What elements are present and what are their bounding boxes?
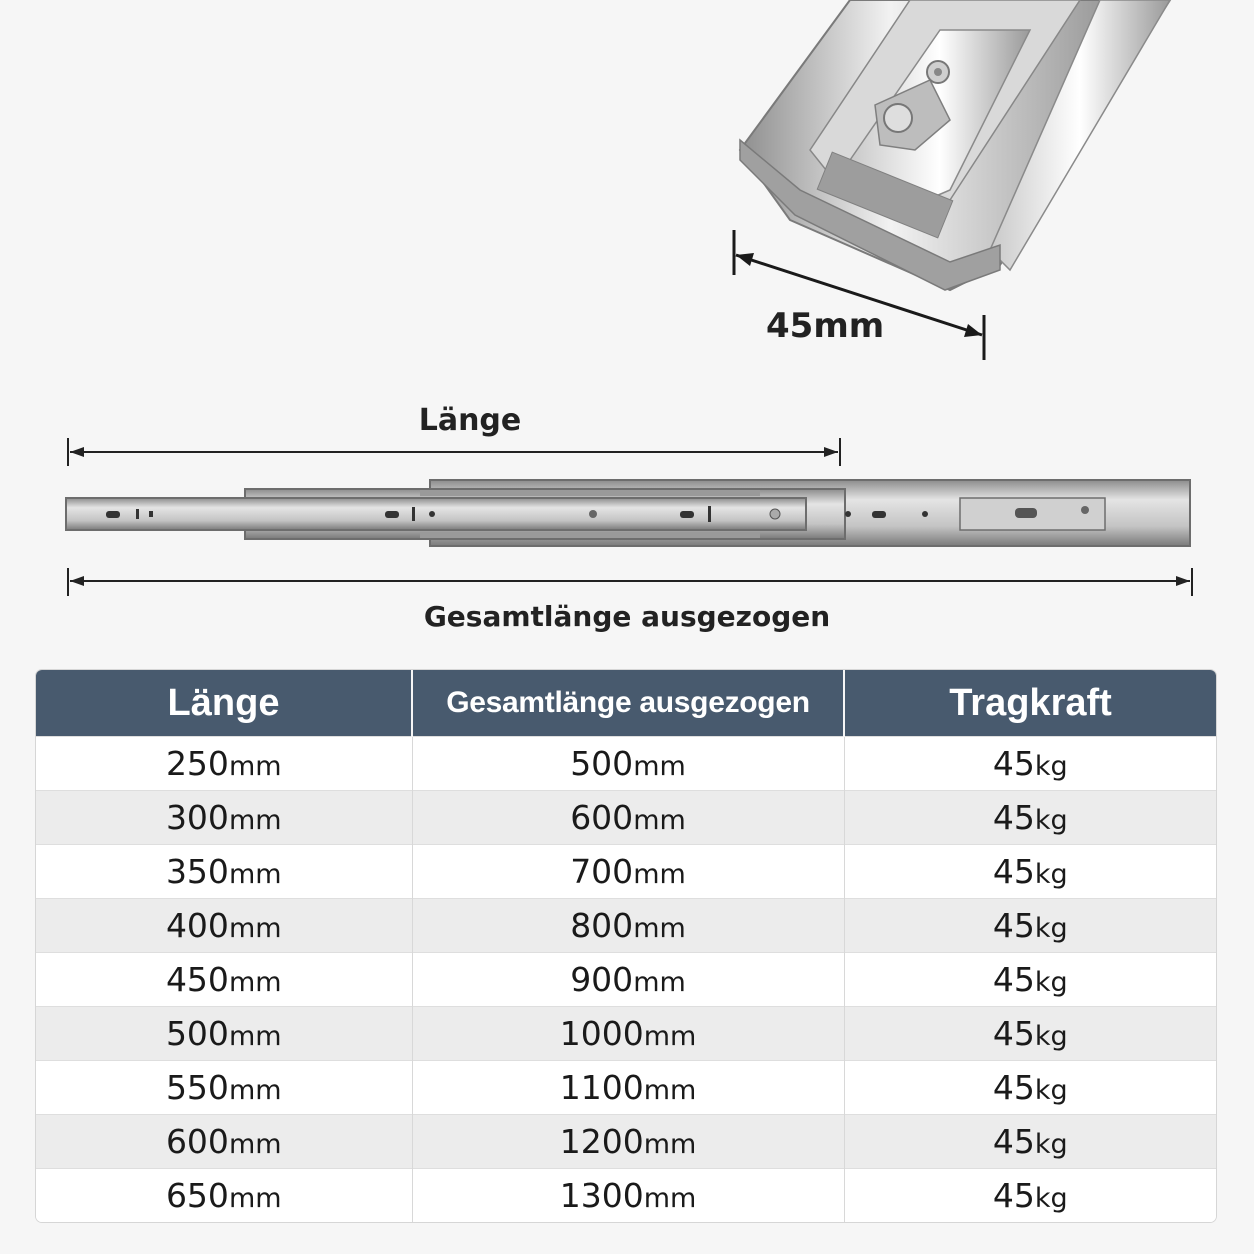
cell-length-value: 300 — [165, 798, 229, 837]
cell-extended-length — [412, 1115, 844, 1169]
cell-extended-length-unit: mm — [633, 913, 686, 944]
cell-length — [36, 791, 412, 845]
cell-load-capacity-unit: kg — [1034, 967, 1068, 998]
cell-length-unit: mm — [228, 1129, 282, 1160]
cell-load-capacity-value: 45 — [992, 1122, 1035, 1161]
cell-length — [36, 1169, 412, 1223]
table-row — [36, 1169, 1216, 1223]
cell-load-capacity-unit: kg — [1034, 1183, 1068, 1214]
cell-load-capacity — [844, 953, 1216, 1007]
cell-length-value: 500 — [165, 1014, 229, 1053]
cell-load-capacity — [844, 737, 1216, 791]
cell-extended-length — [412, 1061, 844, 1115]
table-row — [36, 1115, 1216, 1169]
cell-length-value: 450 — [165, 960, 229, 999]
cell-length-unit: mm — [228, 805, 282, 836]
cell-load-capacity — [844, 845, 1216, 899]
cell-length-unit: mm — [228, 913, 282, 944]
table-row — [36, 737, 1216, 791]
table-header-row — [36, 670, 1216, 737]
cell-extended-length — [412, 737, 844, 791]
cell-length — [36, 737, 412, 791]
cell-load-capacity-value: 45 — [992, 960, 1035, 999]
cell-load-capacity — [844, 899, 1216, 953]
cell-load-capacity — [844, 1169, 1216, 1223]
cell-length — [36, 1007, 412, 1061]
header-extended-length: Gesamtlänge ausgezogen — [412, 670, 844, 737]
cell-length-unit: mm — [228, 1075, 282, 1106]
cell-load-capacity-value: 45 — [992, 744, 1035, 783]
table-row — [36, 953, 1216, 1007]
cell-extended-length — [412, 791, 844, 845]
cell-extended-length-value: 800 — [570, 906, 634, 945]
cell-load-capacity-value: 45 — [992, 852, 1035, 891]
cell-load-capacity-unit: kg — [1034, 751, 1068, 782]
cell-extended-length-value: 600 — [570, 798, 634, 837]
cell-load-capacity-unit: kg — [1034, 1021, 1068, 1052]
cell-load-capacity-unit: kg — [1034, 805, 1068, 836]
cell-extended-length-value: 1200 — [559, 1122, 644, 1161]
cell-extended-length-unit: mm — [643, 1183, 697, 1214]
cell-length-unit: mm — [228, 859, 282, 890]
cell-length — [36, 845, 412, 899]
cell-extended-length-value: 1300 — [559, 1176, 644, 1215]
cell-load-capacity — [844, 1061, 1216, 1115]
cell-load-capacity-value: 45 — [992, 1068, 1035, 1107]
cell-length — [36, 1115, 412, 1169]
length-dimension-label: Länge — [418, 403, 522, 438]
cell-load-capacity-value: 45 — [992, 906, 1035, 945]
cell-load-capacity-value: 45 — [992, 1176, 1035, 1215]
cell-load-capacity-unit: kg — [1034, 859, 1068, 890]
table-row — [36, 899, 1216, 953]
cell-load-capacity-unit: kg — [1034, 1129, 1068, 1160]
cell-load-capacity — [844, 1115, 1216, 1169]
cell-length-unit: mm — [228, 1183, 282, 1214]
cell-extended-length-value: 1100 — [559, 1068, 644, 1107]
cell-extended-length — [412, 1007, 844, 1061]
cell-extended-length-value: 1000 — [559, 1014, 644, 1053]
cell-length — [36, 953, 412, 1007]
cell-extended-length — [412, 953, 844, 1007]
cell-extended-length-unit: mm — [643, 1129, 697, 1160]
table-row — [36, 791, 1216, 845]
table-row — [36, 1007, 1216, 1061]
width-dimension-label: 45mm — [766, 306, 885, 346]
cell-extended-length-value: 700 — [570, 852, 634, 891]
cell-extended-length — [412, 845, 844, 899]
header-length: Länge — [36, 670, 412, 737]
cell-length — [36, 1061, 412, 1115]
cell-length-value: 650 — [165, 1176, 229, 1215]
cell-extended-length-unit: mm — [633, 751, 686, 782]
cell-length-value: 550 — [165, 1068, 229, 1107]
cell-load-capacity-value: 45 — [992, 1014, 1035, 1053]
cell-extended-length — [412, 1169, 844, 1223]
cell-length-value: 250 — [165, 744, 229, 783]
cell-extended-length — [412, 899, 844, 953]
extended-length-dimension-label: Gesamtlänge ausgezogen — [423, 600, 831, 633]
cell-extended-length-value: 900 — [570, 960, 634, 999]
cell-length-value: 600 — [165, 1122, 229, 1161]
cell-load-capacity-value: 45 — [992, 798, 1035, 837]
cell-load-capacity-unit: kg — [1034, 1075, 1068, 1106]
cell-length — [36, 899, 412, 953]
cell-length-value: 400 — [165, 906, 229, 945]
cell-extended-length-unit: mm — [633, 859, 686, 890]
spec-table — [36, 670, 1216, 1222]
header-load-capacity: Tragkraft — [844, 670, 1216, 737]
cell-load-capacity-unit: kg — [1034, 913, 1068, 944]
table-row — [36, 1061, 1216, 1115]
cell-length-value: 350 — [165, 852, 229, 891]
cell-extended-length-value: 500 — [570, 744, 634, 783]
cell-length-unit: mm — [228, 1021, 282, 1052]
cell-length-unit: mm — [228, 967, 282, 998]
cell-extended-length-unit: mm — [643, 1075, 697, 1106]
table-row — [36, 845, 1216, 899]
cell-length-unit: mm — [228, 751, 282, 782]
cell-load-capacity — [844, 791, 1216, 845]
cell-extended-length-unit: mm — [633, 967, 686, 998]
cell-extended-length-unit: mm — [633, 805, 686, 836]
cell-load-capacity — [844, 1007, 1216, 1061]
cell-extended-length-unit: mm — [643, 1021, 697, 1052]
